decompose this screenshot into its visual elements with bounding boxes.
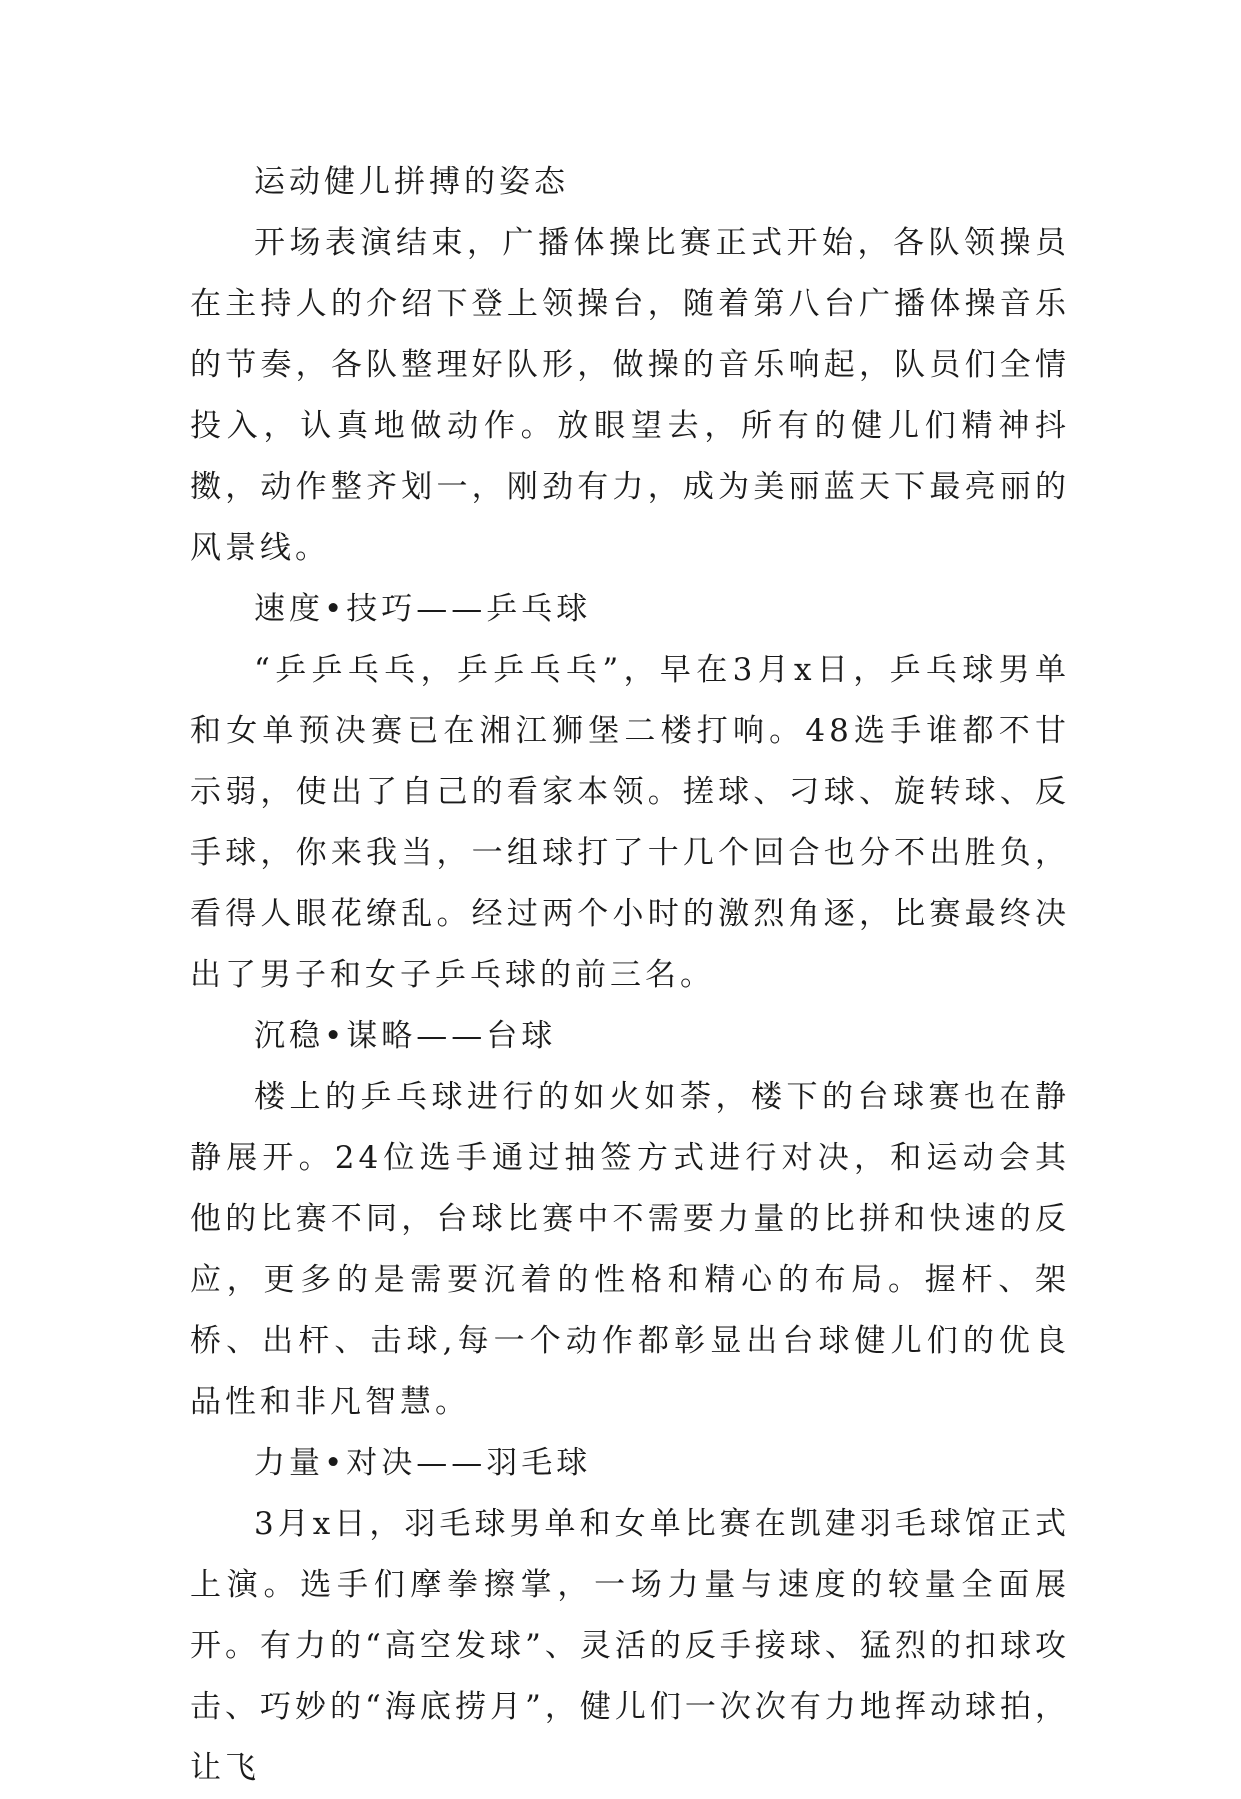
section-heading: 力量•对决——羽毛球: [254, 1445, 592, 1481]
document-body: [190, 152, 1070, 1799]
body-paragraph: 楼上的乒乓球进行的如火如荼，楼下的台球赛也在静静展开。24位选手通过抽签方式进行对决，和运动会其他的比赛不同，台球比赛中不需要力量的比拼和快速的反应，更多的是需要沉着的性格和精心的布局。握杆、架桥、出杆、击球,每一个动作都彰显出台球健儿们的优良品性和非凡智慧。: [190, 1079, 1070, 1420]
body-paragraph: 开场表演结束，广播体操比赛正式开始，各队领操员在主持人的介绍下登上领操台，随着第八台广播体操音乐的节奏，各队整理好队形，做操的音乐响起，队员们全情投入，认真地做动作。放眼望去，所有的健儿们精神抖擞，动作整齐划一，刚劲有力，成为美丽蓝天下最亮丽的风景线。: [190, 225, 1070, 566]
body-paragraph: “乒乒乓乓，乒乒乓乓”，早在3月x日，乒乓球男单和女单预决赛已在湘江狮堡二楼打响。48选手谁都不甘示弱，使出了自己的看家本领。搓球、刁球、旋转球、反手球，你来我当，一组球打了十几个回合也分不出胜负，看得人眼花缭乱。经过两个小时的激烈角逐，比赛最终决出了男子和女子乒乓球的前三名。: [190, 652, 1070, 993]
body-paragraph: 3月x日，羽毛球男单和女单比赛在凯建羽毛球馆正式上演。选手们摩拳擦掌，一场力量与速度的较量全面展开。有力的“高空发球”、灵活的反手接球、猛烈的扣球攻击、巧妙的“海底捞月”，健儿们一次次有力地挥动球拍，让飞: [190, 1506, 1070, 1786]
section-heading: 沉稳•谋略——台球: [254, 1018, 557, 1054]
section-heading: 运动健儿拼搏的姿态: [254, 164, 569, 200]
section-heading: 速度•技巧——乒乓球: [254, 591, 592, 627]
